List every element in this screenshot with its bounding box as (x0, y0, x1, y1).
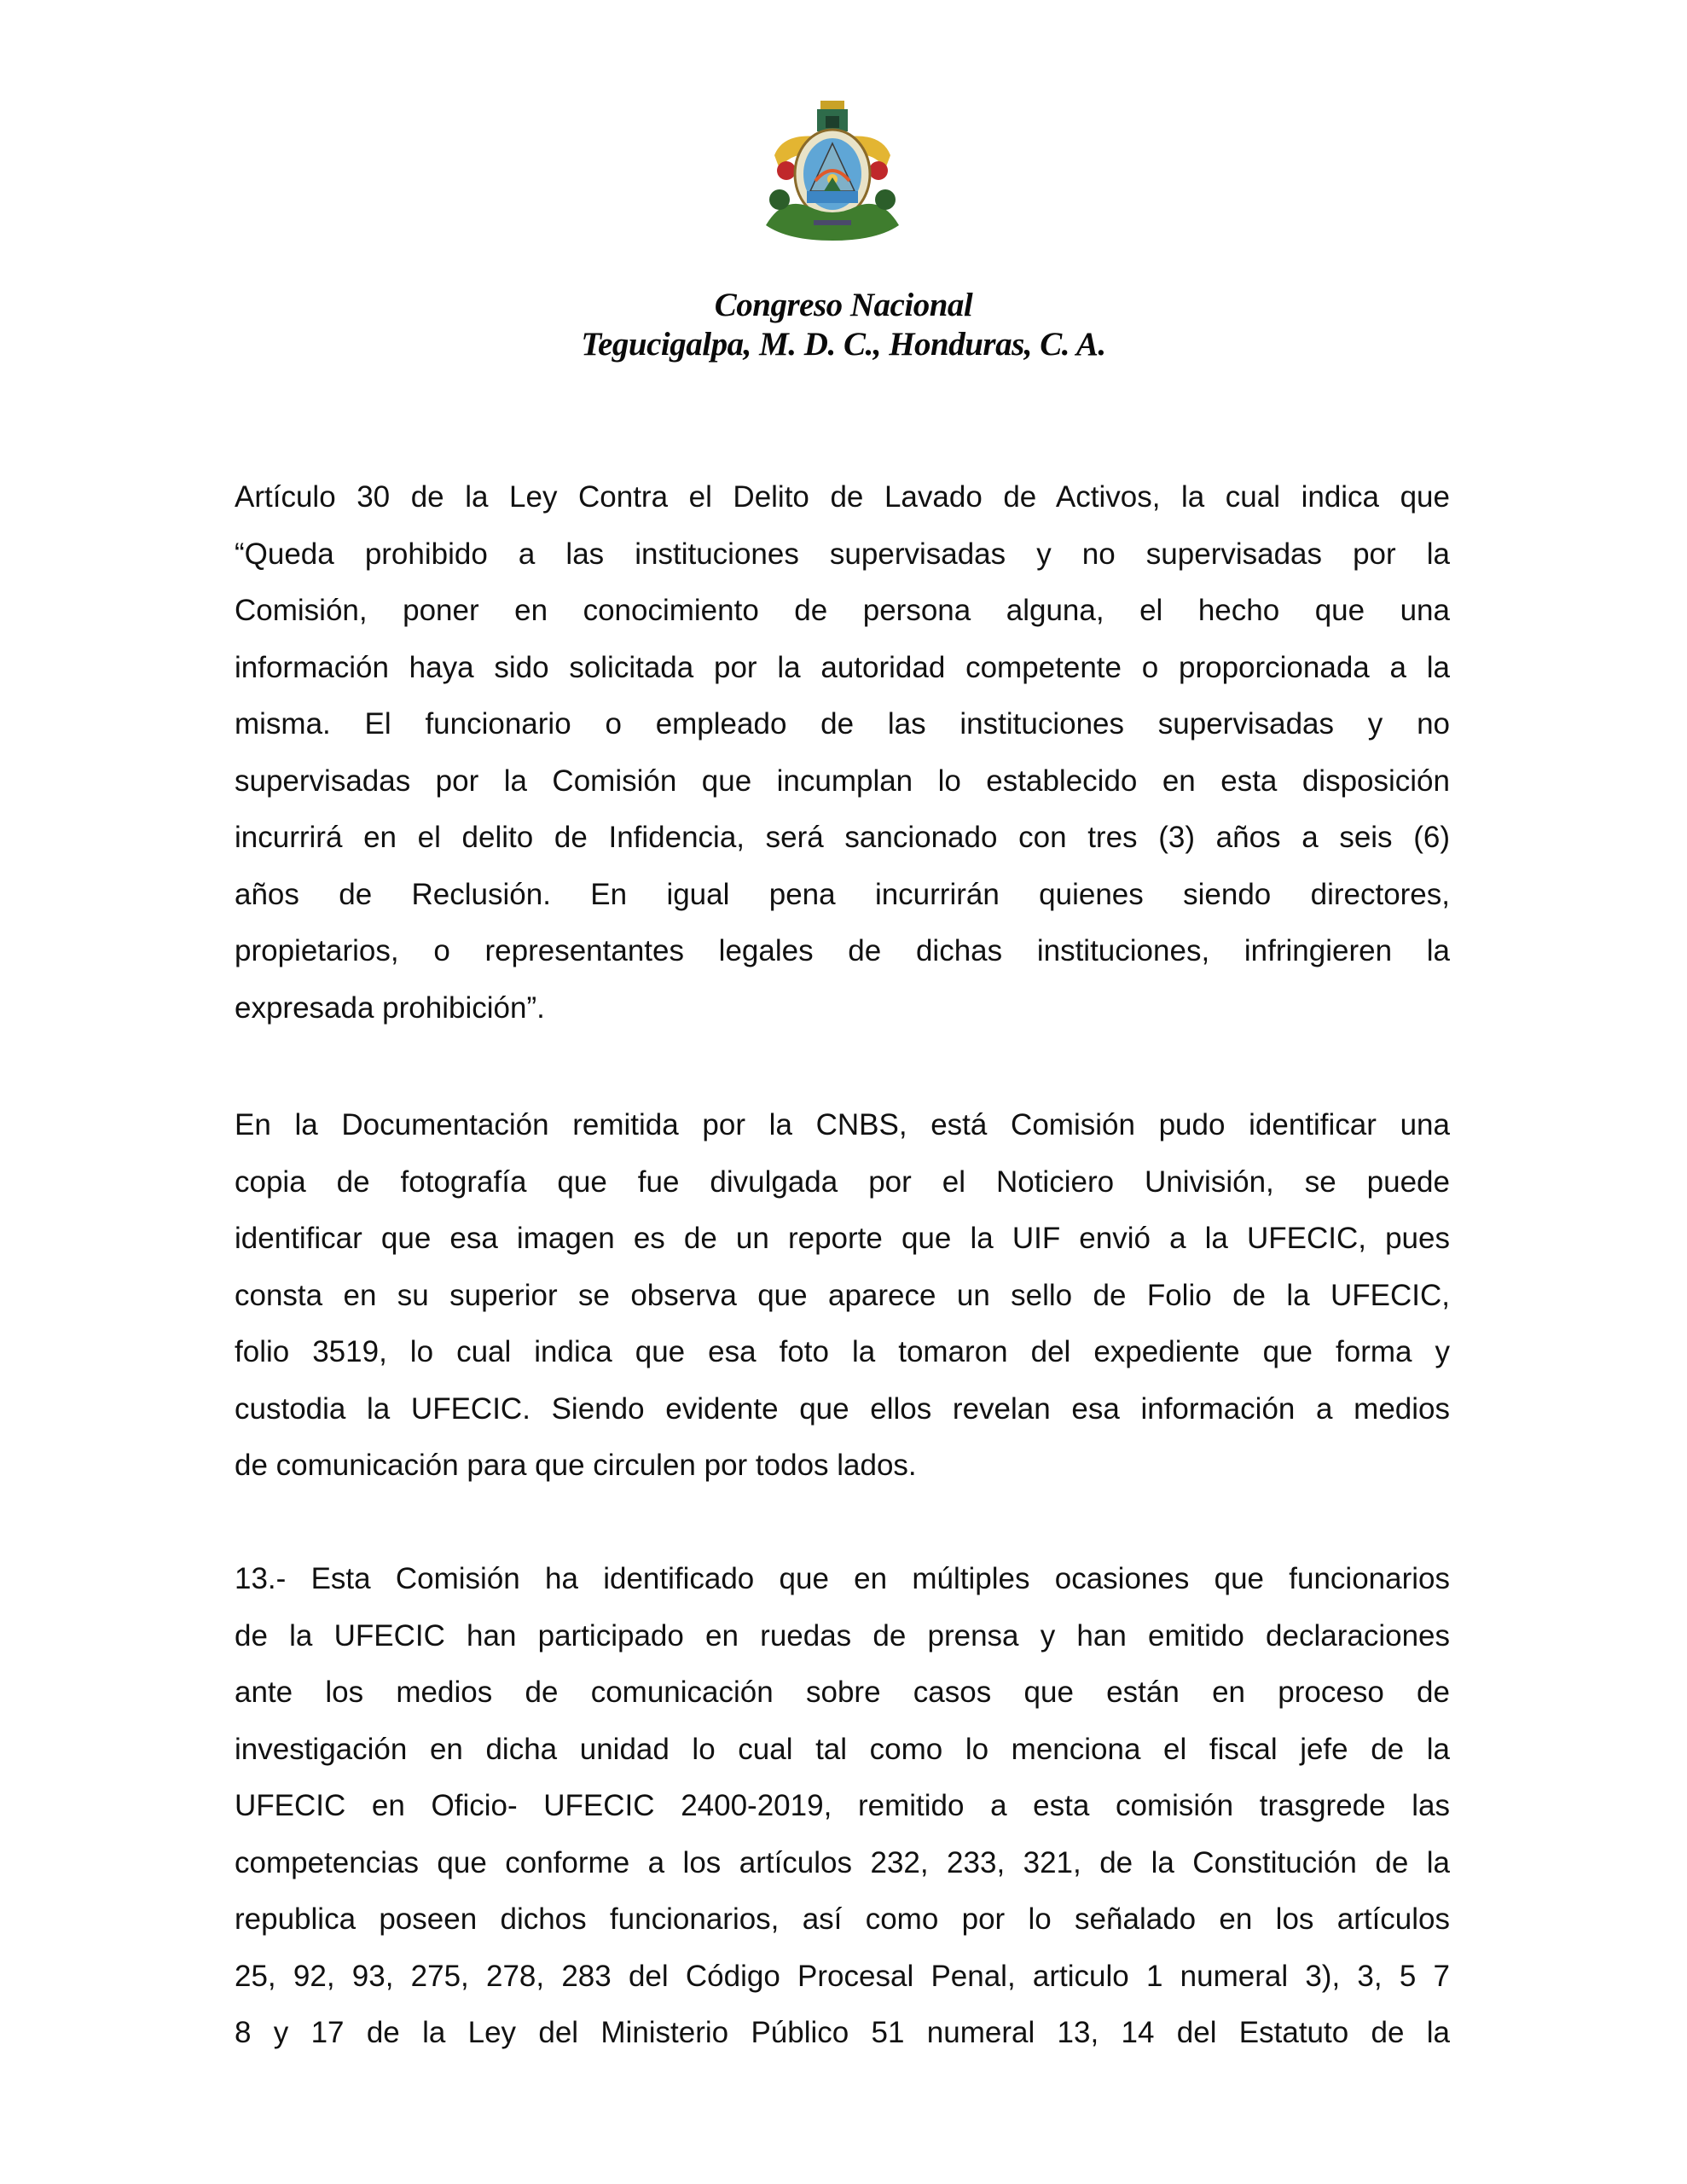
text-line: identificar que esa imagen es de un reporte que la UIF envió a la UFECIC, pues (235, 1222, 1450, 1255)
text-line: copia de fotografía que fue divulgada por el Noticiero Univisión, se puede (235, 1165, 1450, 1199)
text-line: expresada prohibición”. (235, 990, 545, 1025)
letterhead-title: Congreso Nacional (714, 287, 973, 323)
text-line: UFECIC en Oficio- UFECIC 2400-2019, remitido a esta comisión trasgrede las (235, 1789, 1450, 1822)
paragraph-item-13 (235, 1551, 1450, 2062)
text-line: 25, 92, 93, 275, 278, 283 del Código Procesal Penal, articulo 1 numeral 3), 3, 5 7 (235, 1959, 1450, 1993)
text-line: ante los medios de comunicación sobre casos que están en proceso de (235, 1676, 1450, 1709)
text-line: incurrirá en el delito de Infidencia, será sancionado con tres (3) años a seis (6) (235, 821, 1450, 854)
text-line: folio 3519, lo cual indica que esa foto la tomaron del expediente que forma y (235, 1335, 1450, 1368)
text-line: misma. El funcionario o empleado de las instituciones supervisadas y no (235, 707, 1450, 741)
text-line: custodia la UFECIC. Siendo evidente que ellos revelan esa información a medios (235, 1391, 1450, 1426)
coat-of-arms-icon (757, 96, 907, 246)
text-line: competencias que conforme a los artículos 232, 233, 321, de la Constitución de la (235, 1845, 1450, 1879)
text-line: Artículo 30 de la Ley Contra el Delito de Lavado de Activos, la cual indica que (235, 480, 1450, 514)
text-line: investigación en dicha unidad lo cual tal como lo menciona el fiscal jefe de la (235, 1732, 1450, 1766)
letterhead-location: Tegucigalpa, M. D. C., Honduras, C. A. (581, 326, 1106, 363)
paragraph-cnbs-documentation (235, 1097, 1450, 1495)
text-line: Comisión, poner en conocimiento de persona alguna, el hecho que una (235, 594, 1450, 627)
text-line: republica poseen dichos funcionarios, así como por lo señalado en los artículos (235, 1902, 1450, 1936)
text-line: de comunicación para que circulen por todos lados. (235, 1449, 917, 1482)
text-line: años de Reclusión. En igual pena incurrirán quienes siendo directores, (235, 877, 1450, 911)
text-line: información haya sido solicitada por la autoridad competente o proporcionada a la (235, 650, 1450, 684)
text-line: 13.- Esta Comisión ha identificado que en múltiples ocasiones que funcionarios (235, 1562, 1450, 1595)
text-line: propietarios, o representantes legales de dichas instituciones, infringieren la (235, 934, 1450, 967)
text-line: de la UFECIC han participado en ruedas de prensa y han emitido declaraciones (235, 1618, 1450, 1653)
text-line: supervisadas por la Comisión que incumplan lo establecido en esta disposición (235, 764, 1450, 798)
text-line: En la Documentación remitida por la CNBS, está Comisión pudo identificar una (235, 1108, 1450, 1141)
text-line: 8 y 17 de la Ley del Ministerio Público 51 numeral 13, 14 del Estatuto de la (235, 2016, 1450, 2049)
text-line: consta en su superior se observa que aparece un sello de Folio de la UFECIC, (235, 1278, 1450, 1312)
text-line: “Queda prohibido a las instituciones supervisadas y no supervisadas por la (235, 537, 1450, 571)
paragraph-article-30 (235, 469, 1450, 1037)
